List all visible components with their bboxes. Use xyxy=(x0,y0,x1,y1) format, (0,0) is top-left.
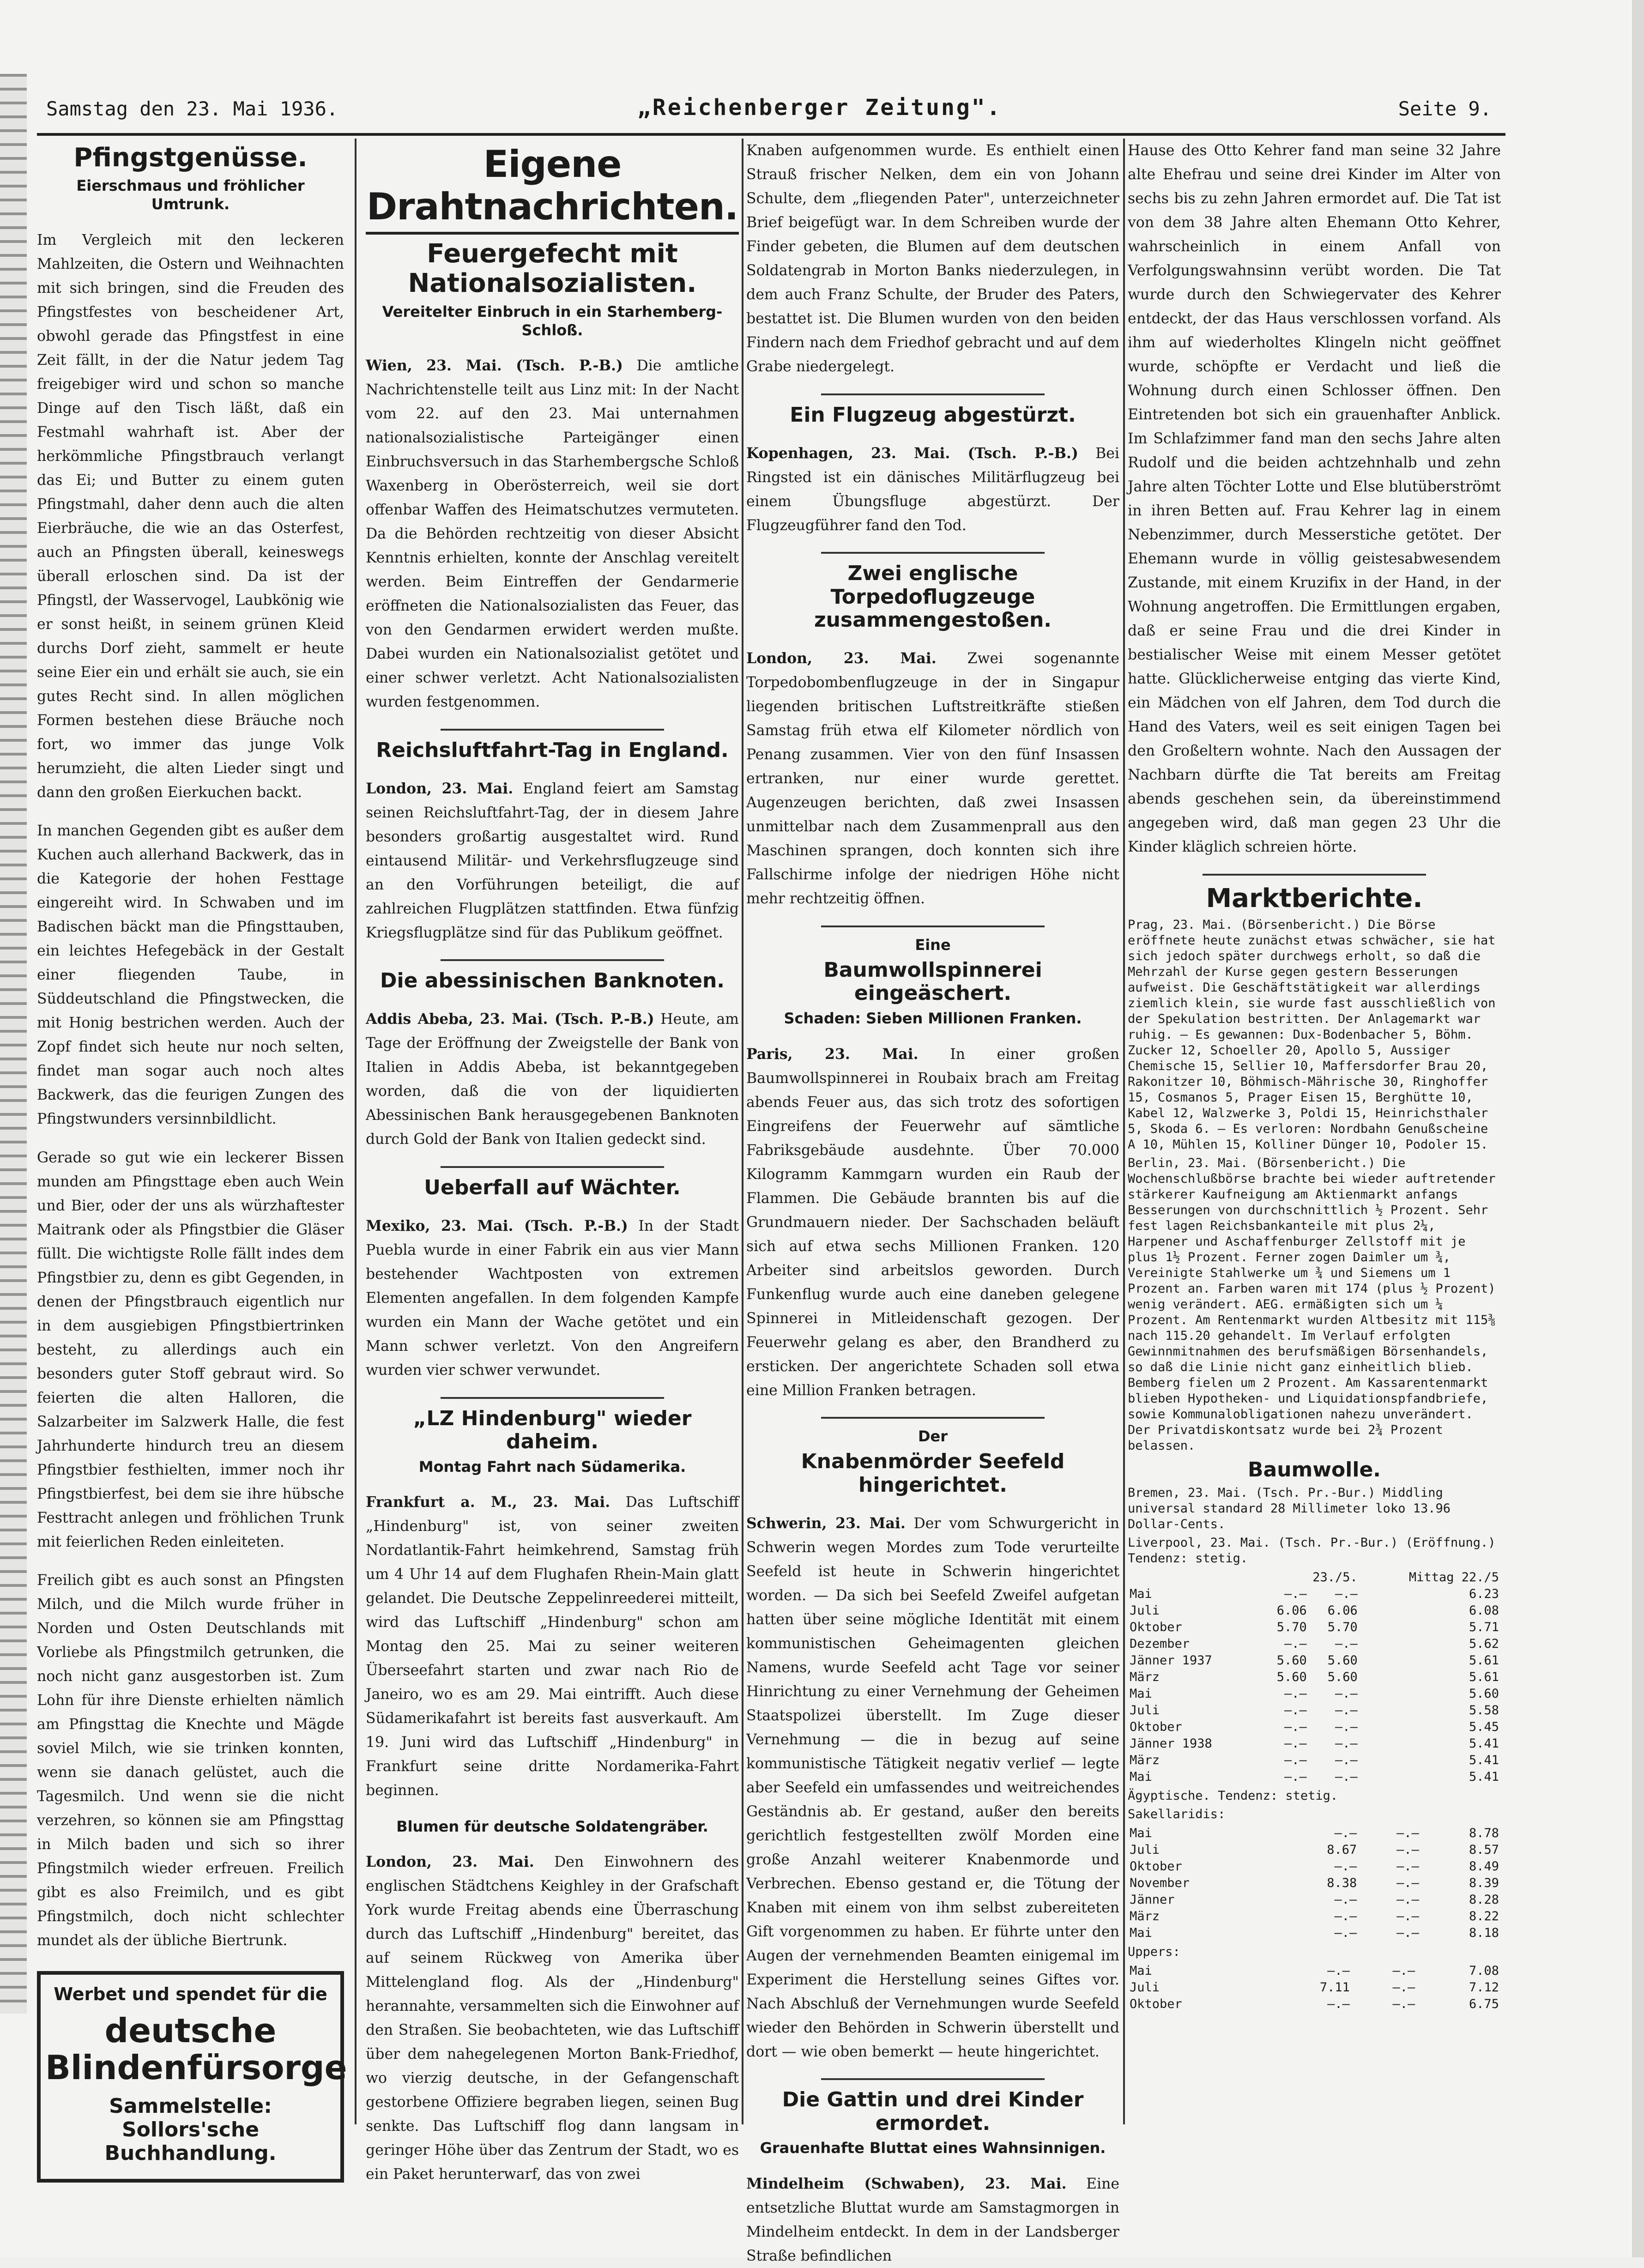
divider xyxy=(821,2078,1045,2080)
dateline: Mexiko, 23. Mai. (Tsch. P.-B.) xyxy=(366,1217,628,1235)
article-body: Bei Ringsted ist ein dänisches Militärflugzeug bei einem Übungsfluge abgestürzt. Der Flugzeugführer fand den Tod. xyxy=(746,445,1119,534)
ad-line-1: Werbet und spendet für die xyxy=(54,1984,327,2005)
table-row xyxy=(1128,1603,1501,1619)
article-pfingstgenuesse xyxy=(37,143,344,1953)
table-cell: —.— xyxy=(1334,1893,1357,1907)
sakel-label: Sakellaridis: xyxy=(1128,1807,1226,1822)
article-subtitle: Vereitelter Einbruch in ein Starhemberg-Schloß. xyxy=(382,302,723,339)
table-row xyxy=(1128,1908,1501,1925)
table-cell: Mai xyxy=(1130,1687,1152,1701)
article-torpedoflugzeuge xyxy=(746,562,1119,911)
article-continuation: Hause des Otto Kehrer fand man seine 32 Jahre alte Ehefrau und seine drei Kinder im Alter von sechs bis zu zehn Jahren ermordet auf. Die Tat ist von dem 38 Jahre alten Ehemann Otto Kehrer, wahrscheinlich in einem Anfall von Verfolgungswahnsinn verübt worden. Die Tat wurde durch den Schwiegervater des Kehrer entdeckt, der das Haus verschlossen vorfand. Als ihm auf wiederholtes Klingeln nicht geöffnet wurde, schöpfte er Verdacht und ließ die Wohnung durch einen Schlosser öffnen. Den Eintretenden bot sich ein grauenhafter Anblick. Im Schlafzimmer fand man den sechs Jahre alten Rudolf und die beiden achtzehnhalb und zehn Jahre alten Töchter Lotte und Else blutüberströmt in ihren Betten auf. Frau Kehrer lag in einem Nebenzimmer, durch Messerstiche getötet. Der Ehemann wurde in völlig geistesabwesendem Zustande, mit einem Kruzifix in der Hand, in der Wohnung angetroffen. Die Ermittlungen ergaben, daß er seine Frau und die drei Kinder in bestialischer Weise mit einem Messer getötet hatte. Glücklicherweise entging das vierte Kind, ein Mädchen von elf Jahren, dem Tod durch die Hand des Vaters, weil es seit einigen Tagen bei den Großeltern wohnte. Nach den Aussagen der Nachbarn dürfte die Tat bereits am Freitag abends geschehen sein, da übereinstimmend angegeben wird, daß man gegen 23 Uhr die Kinder kläglich schreien hörte. xyxy=(1128,142,1501,855)
table-cell: 5.41 xyxy=(1469,1753,1499,1768)
table-row xyxy=(1128,1669,1501,1686)
page-number: Seite 9. xyxy=(1398,97,1492,120)
column-2 xyxy=(366,139,739,2183)
article-body: Zwei sogenannte Torpedobombenflugzeuge in der in Singapur liegenden britischen Luftstreitkräfte stießen Samstag früh etwa elf Kilometer nördlich von Penang zusammen. Vier von den fünf Insassen ertranken, nur einer wurde gerettet. Augenzeugen berichten, daß zwei Insassen unmittelbar nach dem Zusammenprall aus den Maschinen sprangen, doch konnten sich ihre Fallschirme infolge der niedrigen Höhe nicht mehr rechtzeitig öffnen. xyxy=(746,650,1119,907)
table-cell: —.— xyxy=(1396,1843,1419,1857)
table-row xyxy=(1128,1769,1501,1785)
column-rule xyxy=(355,139,357,2124)
table-cell: —.— xyxy=(1284,1637,1307,1651)
table-cell: —.— xyxy=(1327,1997,1350,2012)
table-cell: —.— xyxy=(1334,1826,1357,1841)
article-body: Der vom Schwurgericht in Schwerin wegen Mordes zum Tode verurteilte Seefeld ist heute in Schwerin hingerichtet worden. — Da sich bei Seefeld Zweifel aufgetan hatten über seine mögliche Identität mit einem kommunistischen Geheimagenten gleichen Namens, wurde Seefeld acht Tage vor seiner Hinrichtung zu einer Vernehmung der Geheimen Staatspolizei überstellt. Im Zuge dieser Vernehmung — die in bezug auf seine kommunistische Tätigkeit negativ verlief — legte aber Seefeld ein umfassendes und weitreichendes Geständnis ab. Er gestand, außer den bereits gerichtlich festgestellten zwölf Morden eine große Anzahl weiterer Knabenmorde und Verbrechen. Ebenso gestand er, die Tötung der Knaben mit einem von ihm selbst zubereiteten Gift vorgenommen zu haben. Er führte unter den Augen der vernehmenden Beamten einigemal im Experiment die Herstellung seines Giftes vor. Nach Abschluß der Vernehmungen wurde Seefeld wieder den Behörden in Schwerin überstellt und dort — wie oben bemerkt — heute hingerichtet. xyxy=(746,1515,1119,2060)
dateline: Schwerin, 23. Mai. xyxy=(746,1514,906,1532)
dateline: Addis Abeba, 23. Mai. (Tsch. P.-B.) xyxy=(366,1010,654,1028)
market-reports-title: Marktberichte. xyxy=(1206,883,1423,913)
table-cell: 7.12 xyxy=(1469,1980,1499,1995)
table-cell: 5.60 xyxy=(1276,1653,1307,1668)
bremen-report: Bremen, 23. Mai. (Tsch. Pr.-Bur.) Middling universal standard 28 Millimeter loko 13.96 Dollar-Cents. xyxy=(1128,1486,1451,1532)
table-row xyxy=(1128,1636,1501,1652)
table-cell: 8.28 xyxy=(1469,1893,1499,1907)
table-cell: —.— xyxy=(1396,1926,1419,1941)
table-cell: März xyxy=(1130,1753,1160,1768)
article-paragraph: Gerade so gut wie ein leckerer Bissen munden am Pfingsttage eben auch Wein und Bier, oder der uns als würzhaftester Maitrank oder als Pfingstbier die Gläser füllt. Die wichtigste Rolle fällt indes dem Pfingstbier zu, denn es gibt Gegenden, in denen der Pfingstbrauch eigentlich nur in dem ausgiebigen Pfingstbiertrinken besteht, zu allerdings auch ein besonders guter Stoff gebraut wird. So feierten die alten Halloren, die Salzarbeiter im Salzwerk Halle, die fest Jahrhunderte hindurch treu an diesem Pfingstbier festhielten, immer noch ihr Pfingstbierfest, bei dem sie ihre hübsche Festtracht anlegen und fröhlichen Trunk mit feierlichen Reden einleiteten. xyxy=(37,1149,344,1550)
dateline: Kopenhagen, 23. Mai. (Tsch. P.-B.) xyxy=(746,444,1078,462)
table-cell: Oktober xyxy=(1130,1620,1182,1635)
table-row xyxy=(1128,1619,1501,1636)
article-paragraph: In manchen Gegenden gibt es außer dem Kuchen auch allerhand Backwerk, das in die Kategorie der hohen Festtage eingereiht wird. In Schwaben und im Badischen bäckt man die Pfingsttauben, ein leichtes Hefegebäck in der Gestalt einer fliegenden Taube, in Süddeutschland die Pfingstwecken, die mit Honig bestrichen werden. Auch der Zopf findet sich heute nur noch selten, findet man sogar auch noch altes Backwerk, das die feurigen Zungen des Pfingstwunders versinnbildlicht. xyxy=(37,823,344,1128)
article-subtitle: Montag Fahrt nach Südamerika. xyxy=(418,1458,686,1476)
divider xyxy=(821,552,1045,554)
table-cell: —.— xyxy=(1392,1997,1415,2012)
divider xyxy=(1203,874,1426,876)
table-cell: 5.60 xyxy=(1276,1670,1307,1685)
table-row xyxy=(1128,1858,1501,1875)
article-banknoten xyxy=(366,969,739,1151)
table-row xyxy=(1128,1925,1501,1941)
table-cell: 5.70 xyxy=(1327,1620,1358,1635)
article-feuergefecht xyxy=(366,239,739,714)
liverpool-report: Liverpool, 23. Mai. (Tsch. Pr.-Bur.) (Eröffnung.) Tendenz: stetig. xyxy=(1128,1536,1496,1566)
article-blumen xyxy=(366,1817,739,2187)
table-row xyxy=(1128,1686,1501,1702)
divider xyxy=(441,1397,665,1399)
table-cell: —.— xyxy=(1284,1736,1307,1751)
advertisement-blindenfuersorge xyxy=(37,1971,347,2182)
table-cell: —.— xyxy=(1335,1770,1358,1784)
table-row xyxy=(1128,1996,1501,2013)
newspaper-title: „Reichenberger Zeitung". xyxy=(637,95,1002,121)
right-page-edge xyxy=(1632,0,1644,2257)
table-row xyxy=(1128,1963,1501,1979)
table-cell: 6.23 xyxy=(1469,1587,1499,1602)
table-cell: 7.11 xyxy=(1319,1980,1350,1995)
table-row xyxy=(1128,1586,1501,1603)
table-cell: —.— xyxy=(1396,1893,1419,1907)
table-cell: 6.08 xyxy=(1469,1603,1499,1618)
table-row xyxy=(1128,1892,1501,1908)
column-4 xyxy=(1128,139,1501,2124)
table-cell: —.— xyxy=(1335,1587,1358,1602)
table-cell: 8.18 xyxy=(1469,1926,1499,1941)
article-subtitle: Schaden: Sieben Millionen Franken. xyxy=(784,1010,1082,1028)
table-cell: Mai xyxy=(1130,1587,1152,1602)
table-row xyxy=(1128,1842,1501,1858)
dateline: Mindelheim (Schwaben), 23. Mai. xyxy=(746,2175,1067,2192)
table-header: 23./5. xyxy=(1312,1570,1358,1585)
ad-line-2: deutsche Blindenfürsorge xyxy=(45,2011,347,2087)
dateline: Paris, 23. Mai. xyxy=(746,1045,919,1063)
column-1 xyxy=(37,139,347,2165)
table-header-row xyxy=(1128,1569,1501,1586)
table-row xyxy=(1128,1752,1501,1769)
table-cell: 8.57 xyxy=(1469,1843,1499,1857)
dateline: London, 23. Mai. xyxy=(366,1853,534,1871)
column-rule xyxy=(1123,139,1125,2124)
article-title: Ein Flugzeug abgestürzt. xyxy=(790,403,1076,427)
article-title: Die abessinischen Banknoten. xyxy=(380,969,725,993)
article-body: In einer großen Baumwollspinnerei in Roubaix brach am Freitag abends Feuer aus, das sich trotz des sofortigen Eingreifens der Feuerwehr auf sämtliche Fabriksgebäude ausdehnte. Über 70.000 Kilogramm Kammgarn wurden ein Raub der Flammen. Die Gebäude brannten bis auf die Grundmauern nieder. Der Sachschaden beläuft sich auf etwa sechs Millionen Franken. 120 Arbeiter sind arbeitslos geworden. Durch Funkenflug wurde auch eine daneben gelegene Spinnerei in Mitleidenschaft gezogen. Der Feuerwehr gelang es aber, den Brandherd zu ersticken. Der angerichtete Schaden soll etwa eine Million Franken betragen. xyxy=(746,1046,1119,1399)
table-cell: 5.61 xyxy=(1469,1670,1499,1685)
article-title: Reichsluftfahrt-Tag in England. xyxy=(376,738,729,762)
uppers-table xyxy=(1128,1963,1501,2013)
table-cell: 8.39 xyxy=(1469,1876,1499,1891)
table-cell: März xyxy=(1130,1909,1160,1924)
table-cell: —.— xyxy=(1396,1826,1419,1841)
table-cell: Mai xyxy=(1130,1826,1152,1841)
article-kicker: Der xyxy=(918,1427,948,1445)
article-body: England feiert am Samstag seinen Reichsluftfahrt-Tag, der in diesem Jahre besonders großartig ausgestaltet wird. Rund eintausend Militär- und Verkehrsflugzeuge sind an den Vorführungen beteiligt, die auf zahlreichen Flugplätzen stattfinden. Etwa fünfzig Kriegsflugplätze sind für das Publikum geöffnet. xyxy=(366,780,739,941)
table-cell: Jänner 1937 xyxy=(1130,1653,1212,1668)
table-cell: —.— xyxy=(1284,1770,1307,1784)
section-banner: Eigene Drahtnachrichten. xyxy=(366,143,739,235)
table-cell: 5.62 xyxy=(1469,1637,1499,1651)
table-cell: 5.70 xyxy=(1276,1620,1307,1635)
table-row xyxy=(1128,1979,1501,1996)
table-cell: —.— xyxy=(1392,1980,1415,1995)
divider xyxy=(821,393,1045,395)
table-cell: —.— xyxy=(1396,1909,1419,1924)
table-cell: Mai xyxy=(1130,1770,1152,1784)
table-cell: Jänner 1938 xyxy=(1130,1736,1212,1751)
divider xyxy=(821,1417,1045,1419)
table-cell: Juli xyxy=(1130,1980,1160,1995)
article-subtitle: Eierschmaus und fröhlicher Umtrunk. xyxy=(76,177,305,213)
article-baumwollspinnerei xyxy=(746,936,1119,1403)
article-title: Pfingstgenüsse. xyxy=(73,143,308,173)
column-3 xyxy=(746,139,1120,2264)
article-flugzeug xyxy=(746,404,1119,538)
table-cell: 5.45 xyxy=(1469,1720,1499,1735)
dateline: London, 23. Mai. xyxy=(746,650,937,667)
article-body: Heute, am Tage der Eröffnung der Zweigstelle der Bank von Italien in Addis Abeba, ist bekanntgegeben worden, daß die von der liquidierten Abessinischen Bank herausgegebenen Banknoten durch Gold der Bank von Italien gedeckt sind. xyxy=(366,1011,739,1148)
table-cell: —.— xyxy=(1284,1587,1307,1602)
table-cell: —.— xyxy=(1334,1909,1357,1924)
article-title: Feuergefecht mit Nationalsozialisten. xyxy=(408,239,697,299)
table-cell: 6.06 xyxy=(1276,1603,1307,1618)
header-date: Samstag den 23. Mai 1936. xyxy=(46,97,338,120)
table-header: Mittag 22./5 xyxy=(1408,1570,1499,1585)
table-row xyxy=(1128,1719,1501,1736)
page-header xyxy=(37,90,1496,132)
table-cell: 8.78 xyxy=(1469,1826,1499,1841)
article-subtitle: Grauenhafte Bluttat eines Wahnsinnigen. xyxy=(760,2139,1106,2157)
table-cell: —.— xyxy=(1396,1859,1419,1874)
article-reichsluftfahrt xyxy=(366,739,739,945)
divider xyxy=(821,925,1045,927)
table-row xyxy=(1128,1875,1501,1892)
article-knabenmoerder xyxy=(746,1427,1119,2064)
table-row xyxy=(1128,1702,1501,1719)
divider xyxy=(441,1166,665,1168)
table-cell: —.— xyxy=(1284,1720,1307,1735)
table-cell: —.— xyxy=(1335,1637,1358,1651)
table-cell: —.— xyxy=(1335,1736,1358,1751)
cotton-title: Baumwolle. xyxy=(1248,1458,1381,1482)
table-cell: März xyxy=(1130,1670,1160,1685)
article-title: Knabenmörder Seefeld hingerichtet. xyxy=(801,1450,1065,1497)
article-title: „LZ Hindenburg" wieder daheim. xyxy=(413,1406,692,1454)
egypt-label: Ägyptische. Tendenz: stetig. xyxy=(1128,1789,1338,1803)
table-cell: Jänner xyxy=(1130,1893,1175,1907)
table-cell: Mai xyxy=(1130,1926,1152,1941)
sakel-table xyxy=(1128,1825,1501,1941)
table-cell: Oktober xyxy=(1130,1720,1182,1735)
article-body: Das Luftschiff „Hindenburg" ist, von seiner zweiten Nordatlantik-Fahrt heimkehrend, Samstag früh um 4 Uhr 14 auf dem Flughafen Rhein-Main glatt gelandet. Die Deutsche Zeppelinreederei mitteilt, wird das Luftschiff „Hindenburg" schon am Montag den 25. Mai zu seiner weiteren Überseefahrt starten und zwar nach Rio de Janeiro, wo es am 29. Mai eintrifft. Auch diese Südamerikafahrt ist bereits fast ausverkauft. Am 19. Juni wird das Luftschiff „Hindenburg" in Frankfurt seine dritte Nordamerika-Fahrt beginnen. xyxy=(366,1494,739,1799)
table-cell: November xyxy=(1130,1876,1190,1891)
article-continuation: Knaben aufgenommen wurde. Es enthielt einen Strauß frischer Nelken, dem ein von Johann Schulte, dem „fliegenden Pater", unterzeichneter Brief beigefügt war. In dem Schreiben wurde der Finder gebeten, die Blumen auf dem deutschen Soldatengrab in Morton Banks niederzulegen, in dem auch Franz Schulte, der Bruder des Paters, bestattet ist. Die Blumen wurden von den beiden Findern nach dem Friedhof gebracht und auf dem Grabe niedergelegt. xyxy=(746,142,1119,375)
divider xyxy=(441,959,665,961)
table-cell: —.— xyxy=(1284,1703,1307,1718)
table-cell: Oktober xyxy=(1130,1997,1182,2012)
ad-line-3: Sammelstelle: Sollors'sche Buchhandlung. xyxy=(104,2094,277,2165)
table-cell: 5.41 xyxy=(1469,1770,1499,1784)
table-cell: —.— xyxy=(1335,1687,1358,1701)
table-cell: 6.06 xyxy=(1327,1603,1358,1618)
article-paragraph: Im Vergleich mit den leckeren Mahlzeiten, die Ostern und Weihnachten mit sich bringen, sind die Freuden des Pfingstfestes von bescheidener Art, obwohl gerade das Pfingstfest in eine Zeit fällt, in der die Natur jedem Tag freigebiger wird und schon so manche Dinge auf den Tisch läßt, daß ein Festmahl wahrhaft ist. Aber der herkömmliche Pfingstbrauch verlangt das Ei; und Butter zu einem guten Pfingstmahl, daher denn auch die alten Eierbräuche, die wie an das Osterfest, auch an Pfingsten überall, keineswegs überall erloschen sind. Da ist der Pfingstl, der Wasservogel, Laubkönig wie er sonst heißt, in seinem grünen Kleid durchs Dorf zieht, sammelt er heute seine Eier ein und erhält sie auch, sie ein gutes Recht sind. In allen möglichen Formen bestehen diese Bräuche noch fort, wo immer das junge Volk herumzieht, die alten Lieder singt und dann den großen Eierkuchen backt. xyxy=(37,231,344,801)
table-cell: 6.75 xyxy=(1469,1997,1499,2012)
table-cell: 8.38 xyxy=(1327,1876,1357,1891)
article-paragraph: Freilich gibt es auch sonst an Pfingsten Milch, und die Milch wurde früher in Norden und Osten Deutschlands mit Vorliebe als Pfingstmilch getrunken, die noch nicht ganz ausgestorben ist. Zum Lohn für ihre Dienste erhielten nämlich am Pfingsttag die Knechte und Mägde soviel Milch, wie sie trinken konnten, wenn sie danach gelüstet, auch die Tagesmilch. Und wenn sie die nicht verzehren, so können sie am Pfingsttag in Milch baden und sich so ihrer Pfingstmilch wieder erfreuen. Freilich gibt es also Freimilch, und es gibt Pfingstmilch, doch nicht schlechter mundet als der übliche Biertrunk. xyxy=(37,1572,344,1949)
prag-report: Prag, 23. Mai. (Börsenbericht.) Die Börse eröffnete heute zunächst etwas schwächer, sie hat sich jedoch später durchwegs erholt, so daß die Mehrzahl der Kurse gegen gestern Besserungen aufweist. Die Geschäftstätigkeit war allerdings ziemlich klein, sie wurde fast ausschließlich von der Spekulation bestritten. Der Anlagemarkt war ruhig. — Es gewannen: Dux-Bodenbacher 5, Böhm. Zucker 12, Schoeller 20, Apollo 5, Aussiger Chemische 15, Sellier 10, Maffersdorfer Brau 20, Rakonitzer 10, Böhmisch-Mährische 30, Ringhoffer 15, Cosmanos 5, Prager Eisen 15, Berghütte 10, Kabel 12, Walzwerke 3, Poldi 15, Heinrichsthaler 5, Skoda 6. — Es verloren: Nordbahn Genußscheine A 10, Mühlen 15, Kolliner Dünger 10, Podoler 15. xyxy=(1128,917,1496,1152)
article-title: Baumwollspinnerei eingeäschert. xyxy=(823,958,1042,1005)
table-cell: Oktober xyxy=(1130,1859,1182,1874)
table-cell: 7.08 xyxy=(1469,1964,1499,1978)
article-title: Zwei englische Torpedoflugzeuge zusammengestoßen. xyxy=(814,562,1052,632)
liverpool-table xyxy=(1128,1569,1501,1785)
uppers-label: Uppers: xyxy=(1128,1945,1180,1960)
article-body: Eine entsetzliche Bluttat wurde am Samstagmorgen in Mindelheim entdeckt. In dem in der Landsberger Straße befindlichen xyxy=(746,2175,1120,2264)
header-rule xyxy=(37,133,1505,136)
table-row xyxy=(1128,1736,1501,1752)
column-rule xyxy=(742,139,743,2124)
article-title: Blumen für deutsche Soldatengräber. xyxy=(396,1817,708,1835)
table-row xyxy=(1128,1825,1501,1842)
table-cell: —.— xyxy=(1284,1753,1307,1768)
table-cell: Juli xyxy=(1130,1843,1160,1857)
article-hindenburg xyxy=(366,1407,739,1803)
table-cell: Mai xyxy=(1130,1964,1152,1978)
table-cell: Juli xyxy=(1130,1603,1160,1618)
dateline: Wien, 23. Mai. (Tsch. P.-B.) xyxy=(366,357,623,375)
article-body: Den Einwohnern des englischen Städtchens Keighley in der Grafschaft York wurde Freitag abends eine Überraschung durch das Luftschiff „Hindenburg" bereitet, das auf seinem Rückweg von Amerika über Mittelengland flog. Als der „Hindenburg" herannahte, versammelten sich die Einwohner auf den Straßen. Sie beobachteten, wie das Luftschiff über dem nahegelegenen Morton Bank-Friedhof, wo vierzig deutsche, in der Gefangenschaft gestorbene Offiziere begraben liegen, seinen Bug senkte. Das Luftschiff flog dann langsam in geringer Höhe über das Zentrum der Stadt, wo es ein Paket herunterwarf, das von zwei xyxy=(366,1854,739,2183)
dateline: London, 23. Mai. xyxy=(366,780,514,797)
table-cell: —.— xyxy=(1335,1720,1358,1735)
divider xyxy=(441,729,665,731)
table-cell: 5.41 xyxy=(1469,1736,1499,1751)
table-cell: 5.61 xyxy=(1469,1653,1499,1668)
table-cell: —.— xyxy=(1335,1753,1358,1768)
article-ueberfall xyxy=(366,1176,739,1382)
dateline: Frankfurt a. M., 23. Mai. xyxy=(366,1494,610,1511)
table-header xyxy=(1128,1569,1258,1586)
article-title: Die Gattin und drei Kinder ermordet. xyxy=(782,2088,1084,2135)
table-cell: 8.67 xyxy=(1327,1843,1357,1857)
article-body: In der Stadt Puebla wurde in einer Fabrik ein aus vier Mann bestehender Wachtposten von extremen Elementen angefallen. In dem folgenden Kampfe wurden ein Mann der Wache getötet und ein Mann schwer verletzt. Von den Angreifern wurden vier schwer verwundet. xyxy=(366,1218,739,1379)
article-gattin xyxy=(746,2088,1119,2268)
berlin-report: Berlin, 23. Mai. (Börsenbericht.) Die Wochenschlußbörse brachte bei wieder auftretender stärkerer Kaufneigung am Aktienmarkt anfangs Besserungen von durchschnittlich ½ Prozent. Sehr fest lagen Reichsbankanteile mit plus 2¼, Harpener und Aschaffenburger Zellstoff mit je plus 1½ Prozent. Ferner zogen Daimler um ¾, Vereinigte Stahlwerke um ¾ und Siemens um 1 Prozent an. Farben waren mit 174 (plus ½ Prozent) wenig verändert. AEG. ermäßigten sich um ¼ Prozent. Am Rentenmarkt wurden Altbesitz mit 115⅜ nach 115.20 gehandelt. Im Verlauf erfolgten Gewinnmitnahmen des berufsmäßigen Börsenhandels, so daß die Linie nicht ganz einheitlich blieb. Bemberg fielen um 2 Prozent. Am Kassarentenmarkt blieben Hypotheken- und Liquidationspfandbriefe, sowie Kommunalobligationen nahezu unverändert. Der Privatdiskontsatz wurde bei 2¾ Prozent belassen. xyxy=(1128,1155,1496,1453)
table-cell: 8.49 xyxy=(1469,1859,1499,1874)
table-cell: —.— xyxy=(1334,1926,1357,1941)
table-cell: 8.22 xyxy=(1469,1909,1499,1924)
left-page-edge xyxy=(0,74,27,2014)
article-kicker: Eine xyxy=(915,936,951,954)
article-title: Ueberfall auf Wächter. xyxy=(424,1175,681,1199)
table-cell: —.— xyxy=(1392,1964,1415,1978)
table-cell: Juli xyxy=(1130,1703,1160,1718)
table-cell: —.— xyxy=(1396,1876,1419,1891)
table-cell: 5.60 xyxy=(1469,1687,1499,1701)
table-cell: 5.71 xyxy=(1469,1620,1499,1635)
table-cell: 5.58 xyxy=(1469,1703,1499,1718)
table-cell: —.— xyxy=(1284,1687,1307,1701)
table-cell: Dezember xyxy=(1130,1637,1190,1651)
table-row xyxy=(1128,1652,1501,1669)
table-cell: —.— xyxy=(1327,1964,1350,1978)
table-cell: —.— xyxy=(1334,1859,1357,1874)
table-cell: 5.60 xyxy=(1327,1670,1358,1685)
article-body: Die amtliche Nachrichtenstelle teilt aus Linz mit: In der Nacht vom 22. auf den 23. Mai unternahmen nationalsozialistische Parteigänger einen Einbruchsversuch in das Starhembergsche Schloß Waxenberg in Oberösterreich, weil sie dort offenbar Waffen des Heimatschutzes vermuteten. Da die Behörden rechtzeitig von dieser Absicht Kenntnis erhielten, konnte der Anschlag vereitelt werden. Beim Eintreffen der Gendarmerie eröffneten die Nationalsozialisten das Feuer, das von den Gendarmen erwidert werden mußte. Dabei wurden ein Nationalsozialist getötet und einer schwer verletzt. Acht Nationalsozialisten wurden festgenommen. xyxy=(366,357,739,711)
table-cell: —.— xyxy=(1335,1703,1358,1718)
table-cell: 5.60 xyxy=(1327,1653,1358,1668)
